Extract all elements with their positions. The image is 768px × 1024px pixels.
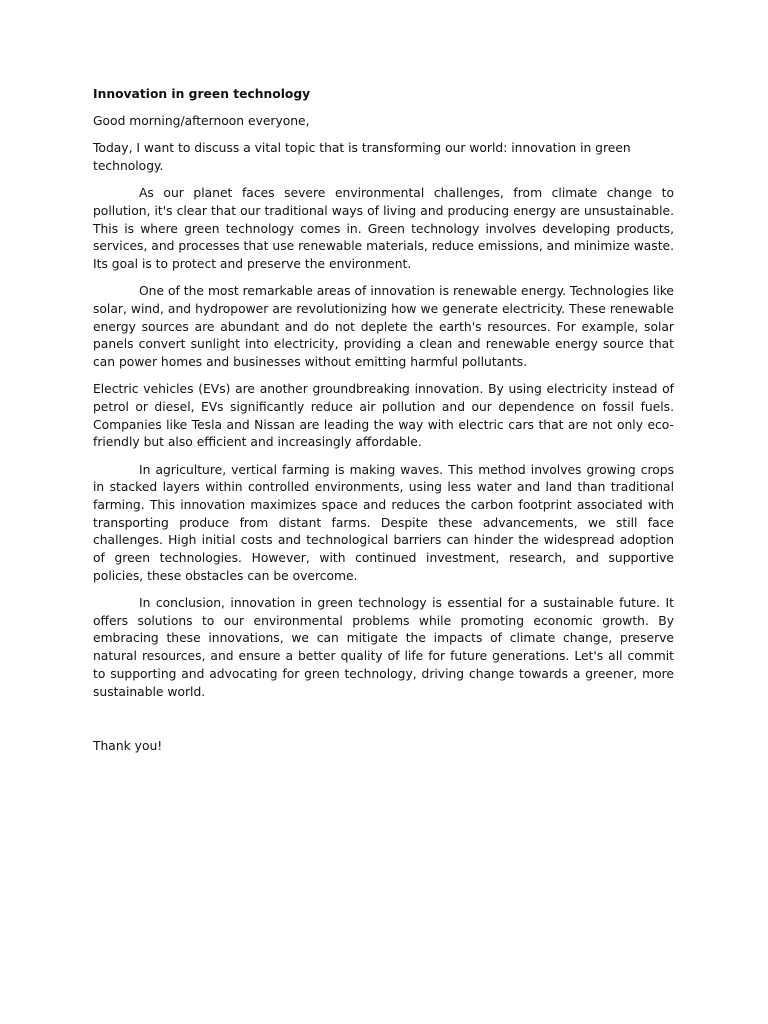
paragraph-conclusion: In conclusion, innovation in green technology is essential for a sustainable future. It offers solutions to our environmental problems while promoting economic growth. By embracing these innovations, we can mitigate the impacts of climate change, preserve natural resources, and ensure a better quality of life for future generations. Let's all commit to supporting and advocating for green technology, driving change towards a greener, more sustainable world. [93, 596, 674, 699]
paragraph-agriculture: In agriculture, vertical farming is making waves. This method involves growing crops in stacked layers within controlled environments, using less water and land than traditional farming. This innovation maximizes space and reduces the carbon footprint associated with transporting produce from distant farms. Despite these advancements, we still face challenges. High initial costs and technological barriers can hinder the widespread adoption of green technologies. However, with continued investment, research, and supportive policies, these obstacles can be overcome. [93, 462, 674, 583]
paragraph-electric-vehicles: Electric vehicles (EVs) are another groundbreaking innovation. By using electricity instead of petrol or diesel, EVs significantly reduce air pollution and our dependence on fossil fuels. Companies like Tesla and Nissan are leading the way with electric cars that are not only eco-friendly but also efficient and increasingly affordable. [93, 382, 674, 450]
blank-line [93, 711, 674, 738]
closing-line: Thank you! [93, 738, 163, 753]
greeting-line: Good morning/afternoon everyone, [93, 114, 310, 129]
document-body [93, 86, 674, 756]
paragraph-renewable-energy: One of the most remarkable areas of innovation is renewable energy. Technologies like solar, wind, and hydropower are revolutionizing how we generate electricity. These renewable energy sources are abundant and do not deplete the earth's resources. For example, solar panels convert sunlight into electricity, providing a clean and renewable energy source that can power homes and businesses without emitting harmful pollutants. [93, 284, 674, 370]
paragraph-environment: As our planet faces severe environmental challenges, from climate change to pollution, it's clear that our traditional ways of living and producing energy are unsustainable. This is where green technology comes in. Green technology involves developing products, services, and processes that use renewable materials, reduce emissions, and minimize waste. Its goal is to protect and preserve the environment. [93, 186, 674, 272]
document-title: Innovation in green technology [93, 87, 311, 101]
intro-line: Today, I want to discuss a vital topic that is transforming our world: innovation in green technology. [93, 141, 631, 174]
